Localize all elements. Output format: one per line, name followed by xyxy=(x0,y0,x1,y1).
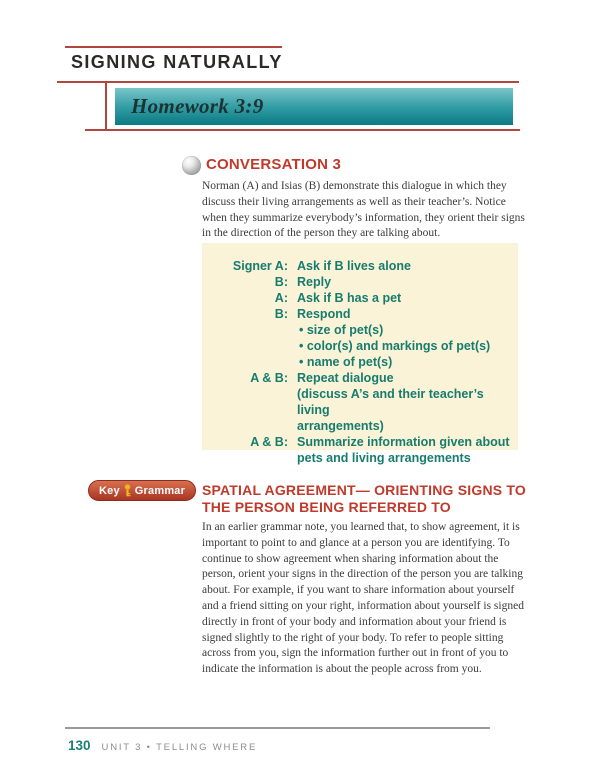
red-rule-bottom xyxy=(85,129,520,131)
page-footer xyxy=(68,738,257,753)
red-rule-vertical xyxy=(105,81,107,131)
dialogue-bullet: • size of pet(s) xyxy=(297,322,518,338)
signer-label: A & B: xyxy=(250,371,288,385)
signer-label: A: xyxy=(274,291,288,305)
dialogue-row xyxy=(202,274,518,290)
key-icon xyxy=(124,484,131,497)
dialogue-bullet: • color(s) and markings of pet(s) xyxy=(297,338,518,354)
dialogue-line: Reply xyxy=(297,275,332,289)
grammar-paragraph: In an earlier grammar note, you learned that, to show agreement, it is important to point to and glance at a person you are identifying. To continue to show agreement when sharing information about the person, orient your signs in the direction of the person you are talking about. For example, if you want to share information about yourself and a friend sitting on your right, information about yourself is signed directly in front of your body and information about your friend is signed slightly to the right of your body. To refer to people sitting across from you, sign the information further out in front of you to indicate the information is about the people across from you. xyxy=(202,521,524,676)
homework-banner xyxy=(115,88,513,125)
dialogue-line: Summarize information given about xyxy=(297,435,510,449)
badge-grammar-label: Grammar xyxy=(134,484,186,497)
dialogue-row xyxy=(202,434,518,466)
dialogue-line: Ask if B has a pet xyxy=(297,291,402,305)
dialogue-line: Respond xyxy=(297,307,351,321)
dialogue-box xyxy=(202,243,518,465)
key-grammar-badge xyxy=(88,480,196,501)
dialogue-row xyxy=(202,290,518,306)
conversation-heading: CONVERSATION 3 xyxy=(206,156,342,173)
dialogue-row-bullets xyxy=(202,322,518,370)
red-rule-top xyxy=(65,46,282,48)
dialogue-row xyxy=(202,370,518,434)
series-title: SIGNING NATURALLY xyxy=(71,52,283,72)
grammar-heading: SPATIAL AGREEMENT— ORIENTING SIGNS TO THE PERSON BEING REFERRED TO xyxy=(202,482,526,515)
dialogue-line: (discuss A’s and their teacher’s living xyxy=(297,387,484,417)
signer-label: B: xyxy=(274,307,288,321)
dialogue-line: Repeat dialogue xyxy=(297,371,394,385)
video-disc-icon xyxy=(182,156,201,175)
signer-label: B: xyxy=(274,275,288,289)
page-number: 130 xyxy=(68,738,91,753)
signer-label: A & B: xyxy=(250,435,288,449)
dialogue-line: pets and living arrangements xyxy=(297,451,471,465)
dialogue-row xyxy=(202,306,518,322)
dialogue-line: Ask if B lives alone xyxy=(297,259,411,273)
badge-key-label: Key xyxy=(99,484,120,497)
footer-rule xyxy=(65,727,490,729)
red-rule-middle xyxy=(57,81,519,83)
dialogue-row xyxy=(202,258,518,274)
dialogue-line: arrangements) xyxy=(297,419,384,433)
footer-section-title: UNIT 3 • TELLING WHERE xyxy=(101,742,258,753)
dialogue-bullet: • name of pet(s) xyxy=(297,354,518,370)
homework-title: Homework 3:9 xyxy=(131,94,264,118)
signer-label: Signer A: xyxy=(232,259,288,273)
conversation-paragraph: Norman (A) and Isias (B) demonstrate this dialogue in which they discuss their living arrangements as well as their teacher’s. Notice when they summarize everybody’s information, they orient their signs in the direction of the person they are talking about. xyxy=(202,180,525,240)
